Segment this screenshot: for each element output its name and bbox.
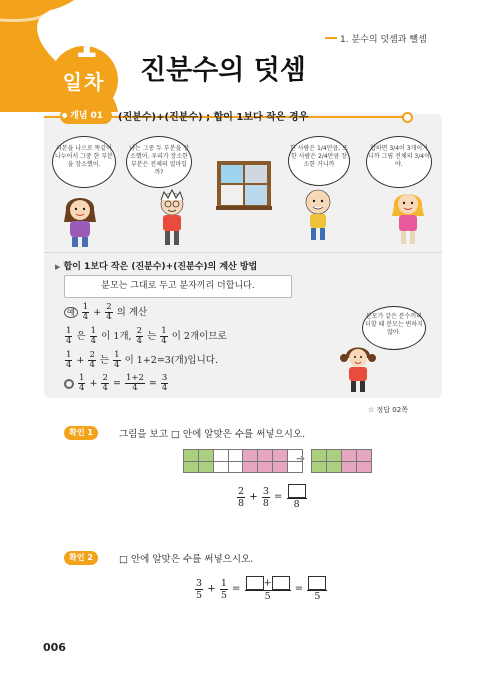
- day-label: 일차: [62, 70, 106, 94]
- strip-cell: [357, 462, 371, 473]
- speech-bubble-2: 나는 그중 두 부분을 장소했어. 우리가 장소한 부분은 전체의 얼마일까?: [126, 136, 192, 188]
- strip-cell: [199, 462, 213, 473]
- window-illustration: [216, 160, 272, 210]
- strip-column: [342, 450, 357, 472]
- practice-1-instruction: 그림을 보고 □ 안에 알맞은 수를 써넣으시오.: [119, 429, 306, 440]
- method-title: [55, 259, 257, 272]
- side-speech-bubble: 분모가 같은 분수끼리 더할 때 분모는 변하지 않아.: [362, 306, 426, 350]
- rule-box: 분모는 그대로 두고 분자끼리 더합니다.: [64, 275, 292, 298]
- fraction-a: $\frac{3}{5}$: [196, 577, 203, 601]
- chapter-title: 1. 분수의 덧셈과 뺄셈: [340, 35, 427, 45]
- fraction-sum: $\frac{1+2}{4}$: [125, 373, 144, 393]
- strip-cell: [243, 450, 257, 462]
- fraction-answer: 8: [287, 484, 307, 510]
- strip-column: [184, 450, 199, 472]
- example-mark: 예: [64, 307, 78, 318]
- fraction-1-4: $\frac{1}{4}$: [82, 302, 89, 322]
- strip-cell: [312, 450, 326, 462]
- strip-cell: [214, 450, 228, 462]
- fraction-b: $\frac{1}{5}$: [220, 577, 227, 601]
- strip-column: [357, 450, 371, 472]
- fraction-1-4: $\frac{1}{4}$: [79, 373, 85, 393]
- fraction-2-4: $\frac{2}{4}$: [102, 373, 108, 393]
- strip-column: [199, 450, 214, 472]
- strip-cell: [184, 450, 198, 462]
- strip-column: [327, 450, 342, 472]
- practice-2-equation: $\frac{3}{5}$ + $\frac{1}{5}$ = $\frac{+}{5}$ = 5: [194, 576, 328, 602]
- strip-column: [273, 450, 288, 472]
- speech-bubble-3: 한 사람은 1/4만큼, 또 한 사람은 2/4만큼 장소한 거니까: [288, 136, 350, 186]
- concept-tag-label: 개념 01: [70, 111, 104, 121]
- blonde-girl-illustration: [388, 186, 428, 246]
- practice-tag-1: 확인 1: [64, 426, 98, 440]
- example-line-3: $\frac{1}{4}$ + $\frac{2}{4}$ 는 $\frac{1}{4}$ 이 1+2=3(개)입니다.: [66, 350, 218, 370]
- speech-bubble-4: 합하면 3/4이 3개이기 니까 그림 전체의 3/4이야.: [366, 136, 432, 188]
- fraction-1-4: $\frac{1}{4}$: [114, 350, 120, 370]
- fraction-1-4: $\frac{1}{4}$: [161, 326, 167, 346]
- fraction-1-4: $\frac{1}{4}$: [66, 326, 72, 346]
- strip-cell: [243, 462, 257, 473]
- fraction-1-4: $\frac{1}{4}$: [66, 350, 72, 370]
- strip-column: [312, 450, 327, 472]
- fraction-2-4: $\frac{2}{4}$: [106, 302, 112, 322]
- practice-2-instruction: □ 안에 알맞은 수를 써넣으시오.: [119, 554, 254, 565]
- page-title: 진분수의 덧셈: [140, 55, 306, 86]
- answer-box-numerator[interactable]: [288, 484, 306, 498]
- fraction-2-4: $\frac{2}{4}$: [89, 350, 95, 370]
- strip-column: [258, 450, 273, 472]
- strip-column: [214, 450, 229, 472]
- fraction-b: $\frac{3}{8}$: [262, 485, 269, 509]
- boy-with-glasses-illustration: [152, 188, 192, 248]
- example-line-1: 예 $\frac{1}{4}$ + $\frac{2}{4}$ 의 계산: [64, 303, 147, 322]
- fraction-3-4: $\frac{3}{4}$: [161, 373, 168, 393]
- fraction-strip-2: [242, 449, 306, 473]
- strip-cell: [258, 462, 272, 473]
- practice-1-equation: $\frac{2}{8}$ + $\frac{3}{8}$ = 8: [236, 484, 308, 510]
- strip-cell: [258, 450, 272, 462]
- speech-bubble-1: 리본을 나으로 똑같이 나누어서 그중 한 부분을 장소했어.: [52, 136, 116, 188]
- strip-cell: [357, 450, 371, 462]
- fraction-answer: 5: [307, 576, 327, 602]
- strip-cell: [199, 450, 213, 462]
- triangle-bullet-icon: ▶: [55, 263, 61, 271]
- concept-line-end-dot: [402, 112, 413, 123]
- circle-bullet-icon: [64, 379, 74, 389]
- strip-cell: [327, 462, 341, 473]
- example-line-4: $\frac{1}{4}$ + $\frac{2}{4}$ = $\frac{1+2}{4}$ = $\frac{3}{4}$: [64, 374, 169, 393]
- day-number: 1: [74, 26, 98, 66]
- practice-tag-2: 확인 2: [64, 551, 98, 565]
- method-title-text: 합이 1보다 작은 (진분수)+(진분수)의 계산 방법: [63, 262, 258, 272]
- answer-box-3[interactable]: [308, 576, 326, 590]
- concept-tag-dot-icon: [62, 113, 67, 118]
- arrow-icon: ➔: [296, 452, 306, 465]
- strip-cell: [229, 450, 243, 462]
- fraction-strip-3: [311, 449, 372, 473]
- answer-page-ref: ☆ 정답 02쪽: [368, 406, 408, 414]
- concept-tag: [60, 108, 112, 124]
- girl-illustration: [58, 188, 102, 248]
- method-separator: [44, 252, 442, 253]
- strip-cell: [327, 450, 341, 462]
- strip-cell: [273, 450, 287, 462]
- strip-cell: [184, 462, 198, 473]
- strip-cell: [214, 462, 228, 473]
- fraction-strip-1: [183, 449, 244, 473]
- fraction-1-4: $\frac{1}{4}$: [90, 326, 97, 346]
- strip-cell: [273, 462, 287, 473]
- fraction-a: $\frac{2}{8}$: [238, 485, 245, 509]
- chapter-marker: [325, 37, 337, 39]
- page-number: 006: [43, 641, 66, 654]
- concept-title: (진분수)+(진분수) ; 합이 1보다 작은 경우: [118, 112, 309, 123]
- fraction-2-4: $\frac{2}{4}$: [136, 326, 143, 346]
- answer-box-2[interactable]: [272, 576, 290, 590]
- pigtail-girl-illustration: [338, 342, 378, 394]
- bald-boy-illustration: [298, 186, 338, 242]
- fraction-sum-boxes: $\frac{+}{5}$: [245, 576, 291, 602]
- strip-column: [243, 450, 258, 472]
- strip-cell: [342, 462, 356, 473]
- strip-cell: [342, 450, 356, 462]
- strip-cell: [229, 462, 243, 473]
- answer-box-1[interactable]: [246, 576, 264, 590]
- example-line-2: $\frac{1}{4}$ 은 $\frac{1}{4}$ 이 1개, $\frac{2}{4}$ 는 $\frac{1}{4}$ 이 2개이므로: [66, 326, 227, 346]
- strip-cell: [312, 462, 326, 473]
- strip-column: [229, 450, 243, 472]
